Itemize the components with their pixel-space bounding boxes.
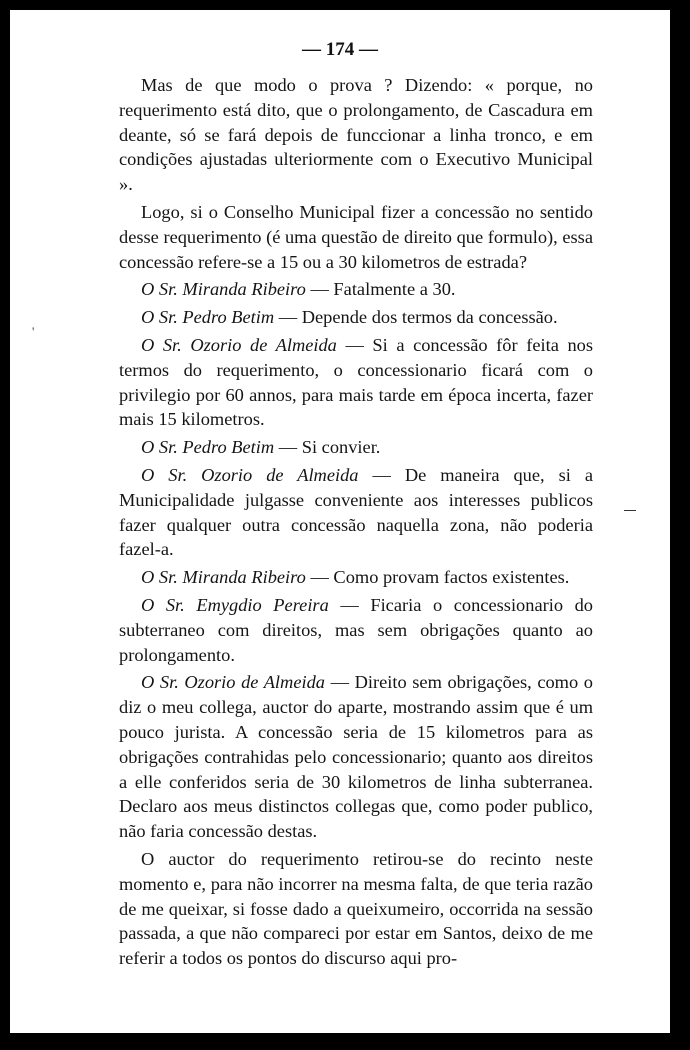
speaker-name: O Sr. Ozorio de Almeida (141, 672, 325, 693)
speaker-name: O Sr. Miranda Ribeiro (141, 279, 306, 300)
speaker-name: O Sr. Pedro Betim (141, 437, 275, 458)
speech-text: — Si a concessão fôr feita nos termos do requerimento, o concessionario ficará com o privilegio por 60 annos, para mais tarde em época incerta, fazer mais 15 kilometros. (119, 334, 593, 430)
speech-text: — Direito sem obrigações, como o diz o meu collega, auctor do aparte, mostrando assim que é um pouco jurista. A concessão seria de 15 kilometros para as obrigações contrahidas pelo concessionario; quanto aos direitos a elle conferidos seria de 30 kilometros de linha subterranea. Declaro aos meus distinctos collegas que, como poder publico, não faria concessão destas. (119, 672, 593, 842)
paragraph-text: Logo, si o Conselho Municipal fizer a concessão no sentido desse requerimento (é uma questão de direito que formulo), essa concessão refere-se a 15 ou a 30 kilometros de estrada? (119, 201, 593, 272)
document-page (10, 10, 670, 1033)
paragraph-5 (119, 333, 593, 432)
paragraph-6 (119, 435, 593, 460)
paragraph-text: O auctor do requerimento retirou-se do recinto neste momento e, para não incorrer na mesma falta, de que teria razão de me queixar, si fosse dado a queixumeiro, occorrida na sessão passada, a que não compareci por estar em Santos, deixo de me referir a todos os pontos do discurso aqui pro- (119, 848, 593, 969)
speaker-name: O Sr. Emygdio Pereira (141, 594, 329, 615)
body-text (119, 73, 593, 974)
paragraph-1 (119, 73, 593, 197)
paragraph-10 (119, 670, 593, 844)
speech-text: — Depende dos termos da concessão. (274, 307, 558, 328)
paragraph-4 (119, 305, 593, 330)
speaker-name: O Sr. Ozorio de Almeida (141, 464, 359, 485)
speech-text: — Si convier. (274, 437, 381, 458)
paragraph-7 (119, 463, 593, 562)
speaker-name: O Sr. Ozorio de Almeida (141, 334, 337, 355)
speech-text: — Como provam factos existentes. (305, 567, 570, 588)
page-number: — 174 — (302, 39, 378, 60)
paragraph-text: Mas de que modo o prova ? Dizendo: « porque, no requerimento está dito, que o prolongamento, de Cascadura em deante, só se fará depois de funccionar a linha tronco, e em condições ajustadas ulteriormente com o Executivo Municipal ». (119, 75, 593, 195)
speaker-name: O Sr. Miranda Ribeiro (141, 567, 306, 588)
speaker-name: O Sr. Pedro Betim (141, 307, 275, 328)
paragraph-9 (119, 593, 593, 667)
paragraph-8 (119, 565, 593, 590)
paragraph-11 (119, 847, 593, 971)
speech-text: — De maneira que, si a Municipalidade julgasse conveniente aos interesses publicos fazer qualquer outra concessão naquella zona, não poderia fazel-a. (119, 464, 593, 560)
speech-text: — Fatalmente a 30. (305, 279, 456, 300)
margin-mark: ' (32, 324, 35, 339)
paragraph-2 (119, 200, 593, 274)
margin-dash (624, 510, 636, 511)
speech-text: — Ficaria o concessionario do subterraneo com direitos, mas sem obrigações quanto ao prolongamento. (119, 594, 593, 665)
paragraph-3 (119, 277, 593, 302)
